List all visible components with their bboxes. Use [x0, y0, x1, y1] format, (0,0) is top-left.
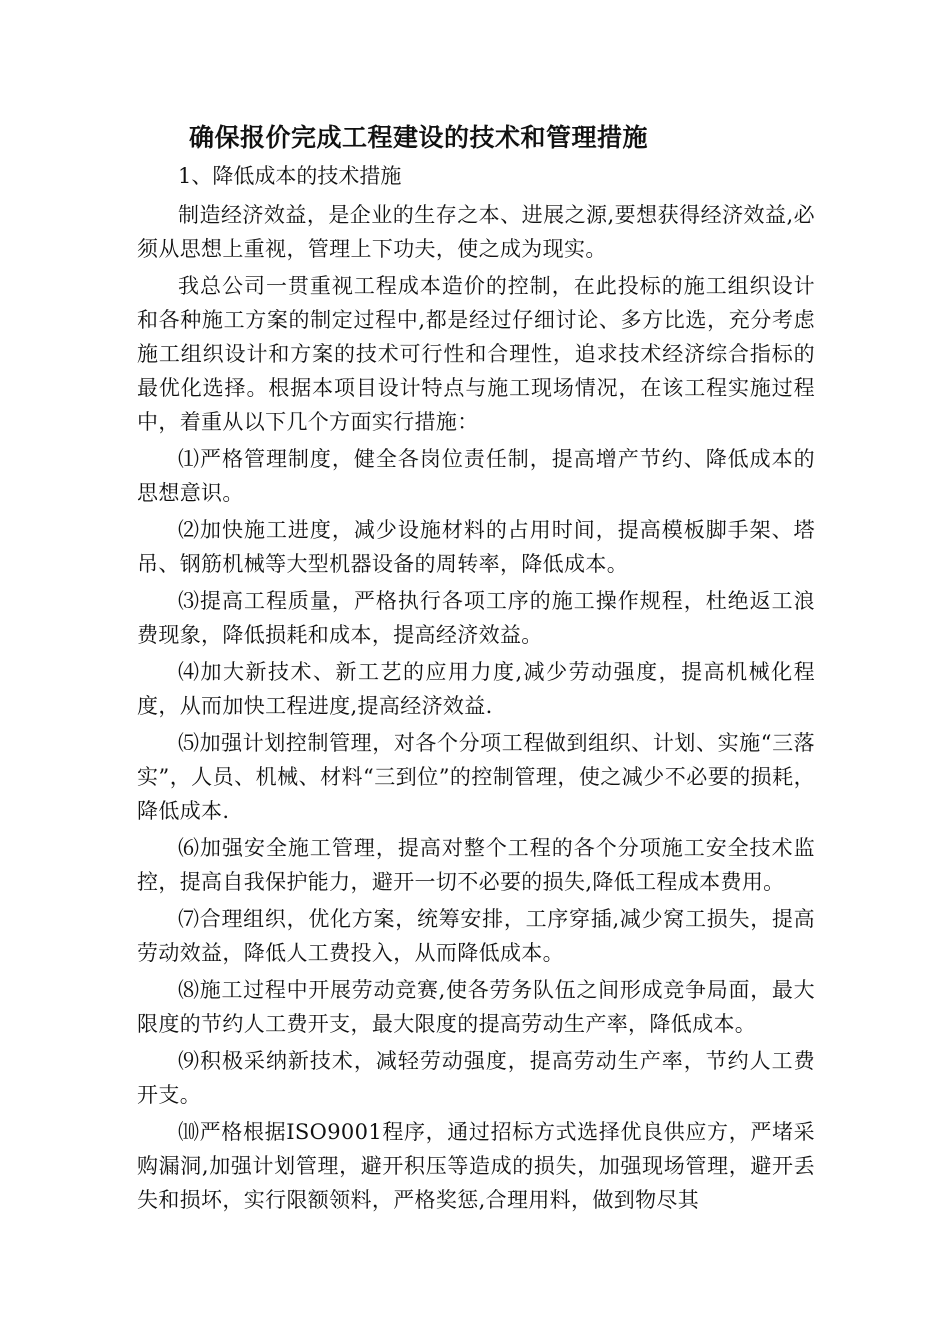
paragraph-item-1: ⑴严格管理制度，健全各岗位责任制，提高增产节约、降低成本的思想意识。	[137, 447, 815, 505]
paragraph-overview: 我总公司一贯重视工程成本造价的控制，在此投标的施工组织设计和各种施工方案的制定过程中,都是经过仔细讨论、多方比选，充分考虑施工组织设计和方案的技术可行性和合理性，追求技术经济综合指标的最优化选择。根据本项目设计特点与施工现场情况，在该工程实施过程中，着重从以下几个方面实行措施：	[137, 274, 815, 434]
section-heading: 1、降低成本的技术措施	[178, 164, 402, 188]
paragraph-item-3: ⑶提高工程质量，严格执行各项工序的施工操作规程，杜绝返工浪费现象，降低损耗和成本，提高经济效益。	[137, 589, 815, 647]
paragraph-item-9: ⑼积极采纳新技术，减轻劳动强度，提高劳动生产率，节约人工费开支。	[137, 1049, 815, 1107]
document-page	[137, 118, 815, 1220]
document-title: 确保报价完成工程建设的技术和管理措施	[189, 123, 649, 152]
paragraph-item-4: ⑷加大新技术、新工艺的应用力度,减少劳动强度，提高机械化程度，从而加快工程进度,提高经济效益.	[137, 660, 815, 718]
paragraph-item-7: ⑺合理组织，优化方案，统筹安排，工序穿插,减少窝工损失，提高劳动效益，降低人工费投入，从而降低成本。	[137, 907, 815, 965]
paragraph-intro: 制造经济效益，是企业的生存之本、进展之源,要想获得经济效益,必须从思想上重视，管理上下功夫，使之成为现实。	[137, 203, 815, 261]
paragraph-item-6: ⑹加强安全施工管理，提高对整个工程的各个分项施工安全技术监控，提高自我保护能力，避开一切不必要的损失,降低工程成本费用。	[137, 836, 815, 894]
paragraph-item-5: ⑸加强计划控制管理，对各个分项工程做到组织、计划、实施“三落实”，人员、机械、材料“三到位”的控制管理，使之减少不必要的损耗，降低成本.	[137, 731, 815, 823]
paragraph-item-10: ⑽严格根据ISO9001程序，通过招标方式选择优良供应方，严堵采购漏洞,加强计划管理，避开积压等造成的损失，加强现场管理，避开丢失和损坏，实行限额领料，严格奖惩,合理用料，做到物尽其	[137, 1120, 815, 1212]
paragraph-item-2: ⑵加快施工进度，减少设施材料的占用时间，提高模板脚手架、塔吊、钢筋机械等大型机器设备的周转率，降低成本。	[137, 518, 815, 576]
paragraph-item-8: ⑻施工过程中开展劳动竞赛,使各劳务队伍之间形成竞争局面，最大限度的节约人工费开支，最大限度的提高劳动生产率，降低成本。	[137, 978, 815, 1036]
